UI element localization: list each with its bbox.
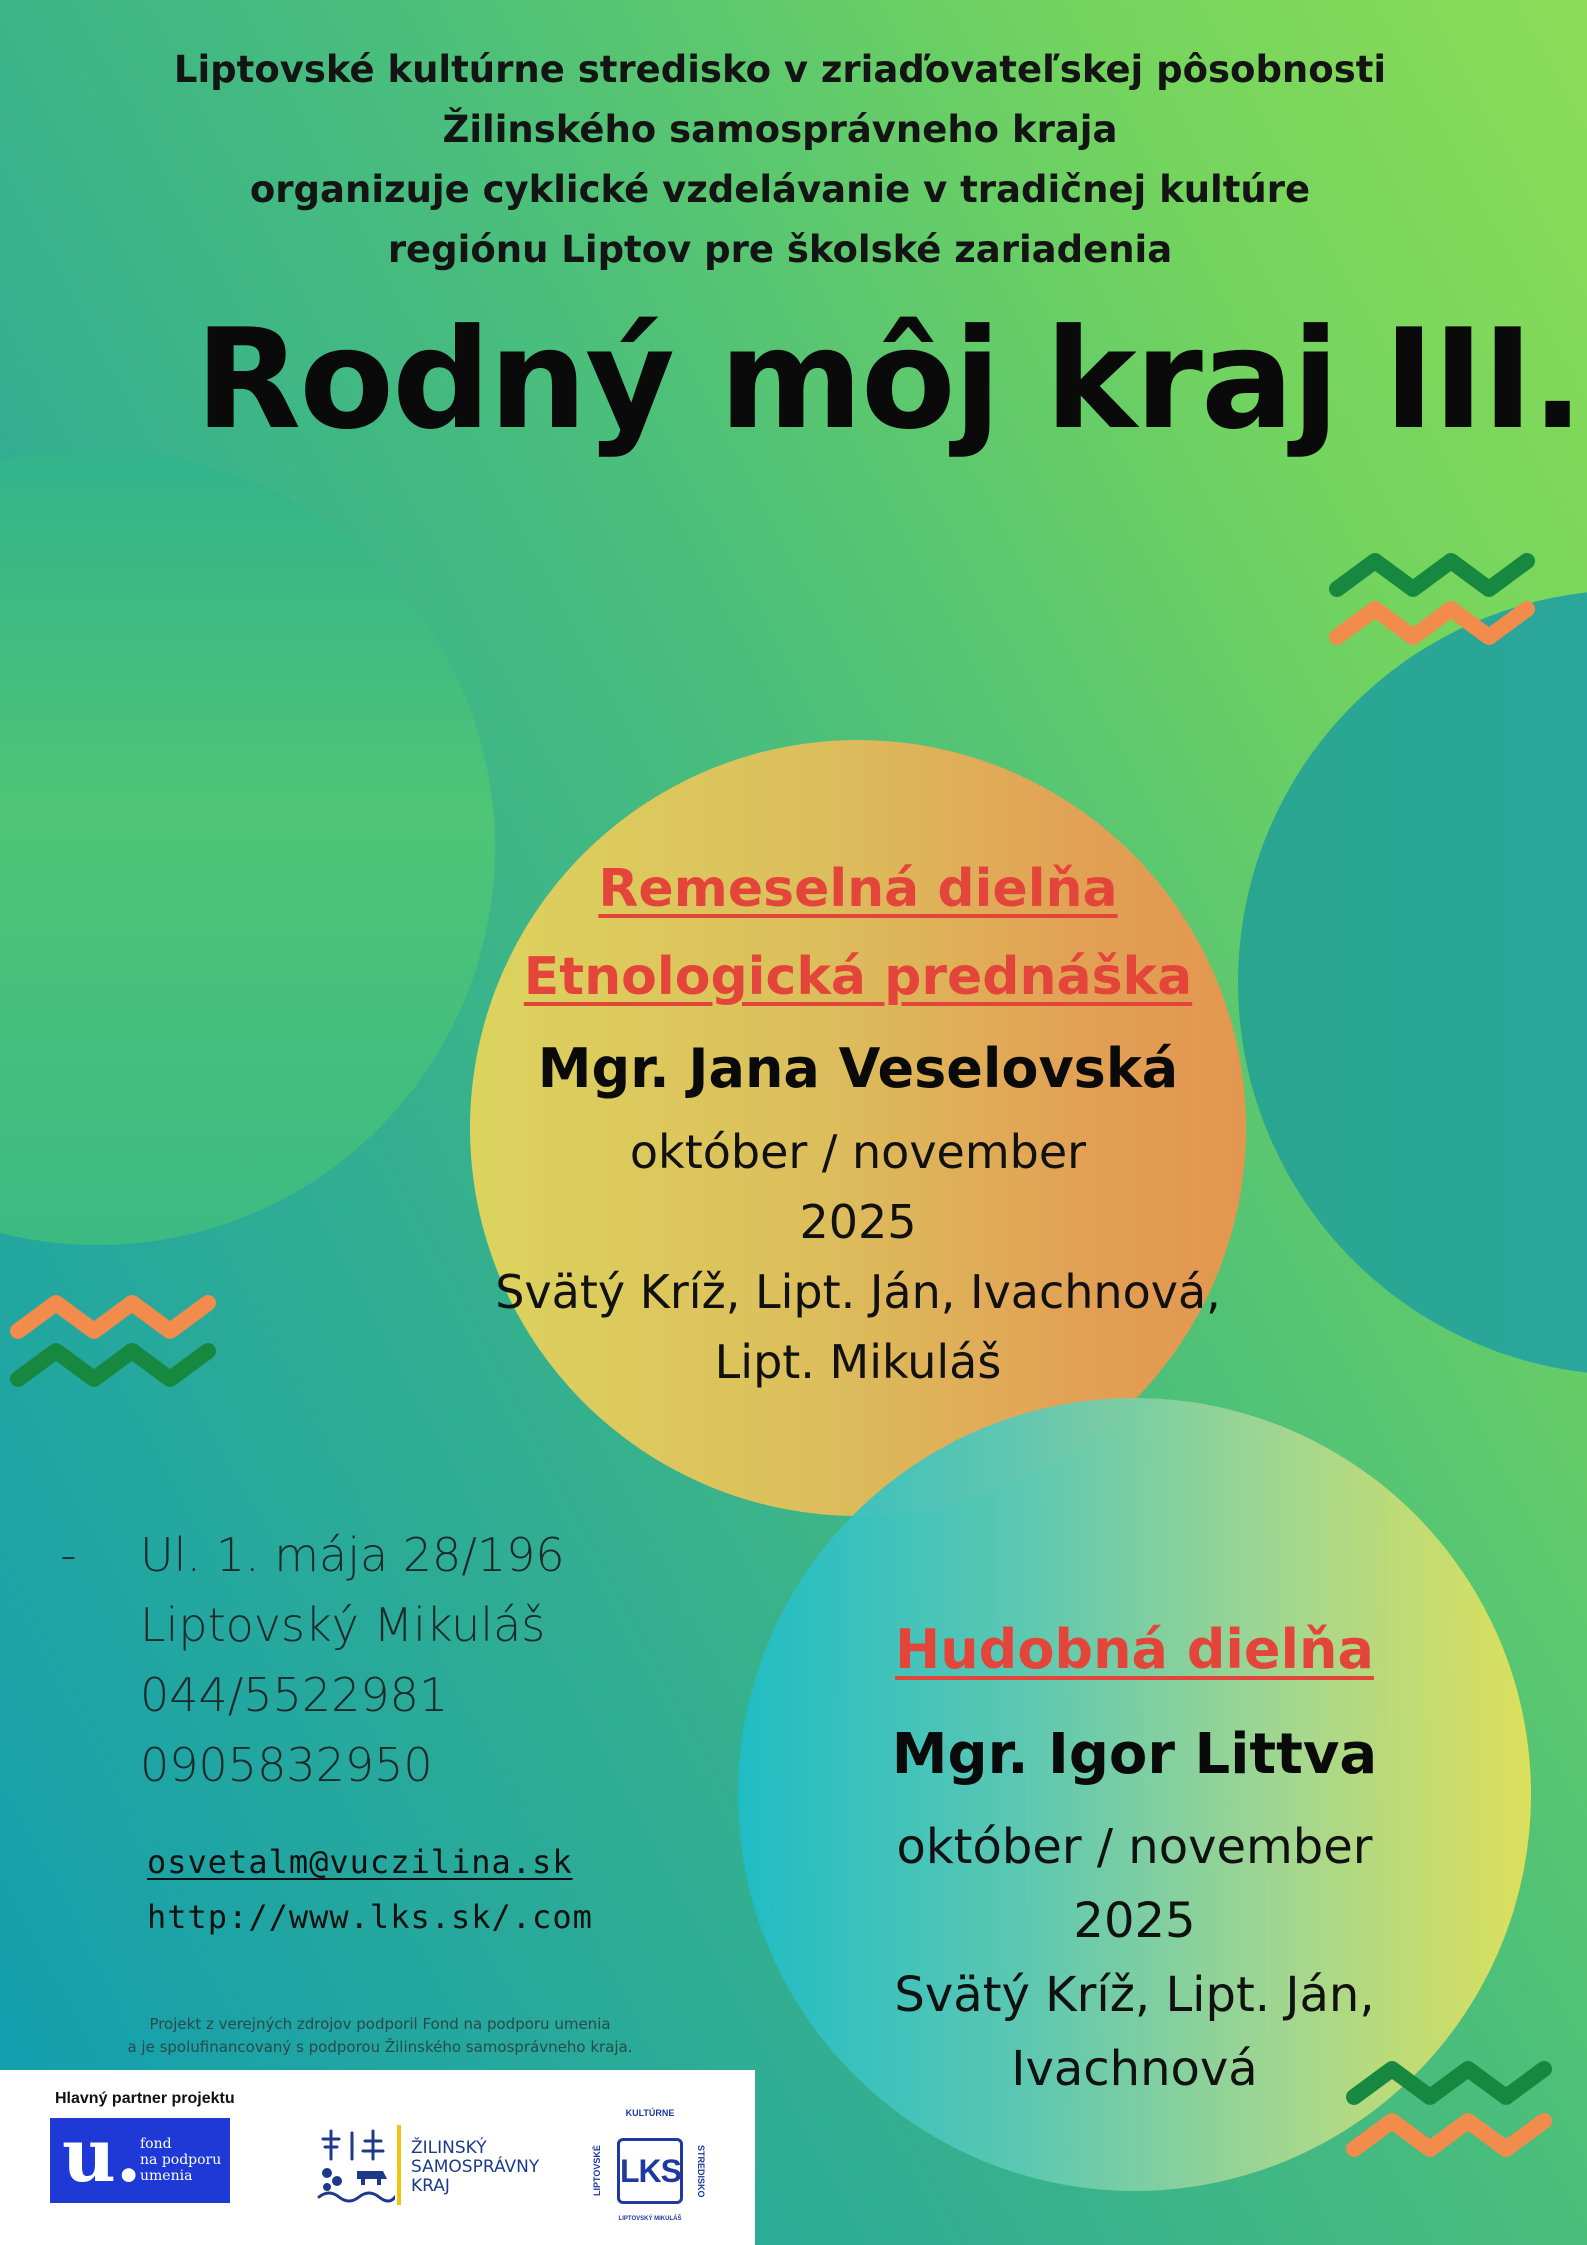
year: 2025 bbox=[799, 1195, 917, 1249]
funding-note-line: a je spolufinancovaný s podporou Žilinského samosprávneho kraja. bbox=[127, 2038, 633, 2056]
fpu-logo-line: na podporu bbox=[140, 2152, 222, 2168]
header-text bbox=[40, 40, 1520, 280]
header-line: Liptovské kultúrne stredisko v zriaďovateľskej pôsobnosti bbox=[173, 48, 1387, 91]
phone: 044/5522981 bbox=[140, 1668, 449, 1722]
workshop-music-link[interactable]: Hudobná dielňa bbox=[895, 1618, 1374, 1681]
street: Ul. 1. mája 28/196 bbox=[140, 1528, 565, 1582]
fpu-logo-text bbox=[140, 2136, 221, 2184]
zsk-logo-text bbox=[411, 2139, 539, 2196]
workshop-music bbox=[738, 1600, 1531, 2106]
decorative-circle-right bbox=[1238, 590, 1587, 1375]
fpu-logo-mark: u. bbox=[62, 2113, 142, 2199]
city: Liptovský Mikuláš bbox=[140, 1598, 546, 1652]
lks-logo-bottom: LIPTOVSKÝ MIKULÁŠ bbox=[618, 2216, 682, 2222]
zigzag-icon bbox=[0, 1285, 230, 1405]
list-dash: - bbox=[60, 1528, 77, 1582]
fpu-logo-line: umenia bbox=[140, 2168, 193, 2184]
decorative-circle-left bbox=[0, 450, 495, 1245]
fpu-logo bbox=[50, 2113, 230, 2203]
workshop-details bbox=[738, 1810, 1531, 2106]
partners-bar bbox=[0, 2070, 755, 2245]
lecture-ethnology-link[interactable]: Etnologická prednáška bbox=[523, 947, 1193, 1007]
lks-logo-right: STREDISKO bbox=[696, 2144, 706, 2198]
zsk-logo-line: SAMOSPRÁVNY bbox=[411, 2157, 540, 2177]
funding-note bbox=[80, 2013, 680, 2059]
fpu-logo-line: fond bbox=[140, 2136, 172, 2152]
lks-logo-left: LIPTOVSKÉ bbox=[592, 2145, 602, 2197]
header-line: regiónu Liptov pre školské zariadenia bbox=[387, 228, 1173, 271]
workshop-craft bbox=[470, 845, 1246, 1397]
header-line: organizuje cyklické vzdelávanie v tradičnej kultúre bbox=[249, 168, 1311, 211]
zsk-logo-bar bbox=[397, 2125, 401, 2205]
period: október / november bbox=[896, 1819, 1373, 1875]
places: Lipt. Mikuláš bbox=[714, 1335, 1002, 1389]
zigzag-icon bbox=[1325, 535, 1545, 655]
website-link[interactable]: http://www.lks.sk/.com bbox=[147, 1898, 593, 1936]
lecturer-name: Mgr. Jana Veselovská bbox=[537, 1037, 1179, 1100]
funding-note-line: Projekt z verejných zdrojov podporil Fond na podporu umenia bbox=[149, 2015, 611, 2033]
contacts bbox=[147, 1835, 593, 1945]
lks-logo-top: KULTÚRNE bbox=[625, 2108, 675, 2118]
lks-logo-mark: LKS bbox=[617, 2138, 683, 2204]
phone: 0905832950 bbox=[140, 1738, 433, 1792]
email-link[interactable]: osvetalm@vuczilina.sk bbox=[147, 1843, 573, 1881]
year: 2025 bbox=[1073, 1893, 1196, 1949]
places: Svätý Kríž, Lipt. Ján, Ivachnová, bbox=[495, 1265, 1221, 1319]
zsk-logo-line: KRAJ bbox=[411, 2176, 450, 2196]
address-block bbox=[60, 1520, 565, 1800]
header-line: Žilinského samosprávneho kraja bbox=[442, 108, 1118, 151]
zsk-logo-line: ŽILINSKÝ bbox=[411, 2138, 487, 2158]
period: október / november bbox=[629, 1125, 1087, 1179]
lecturer-name: Mgr. Igor Littva bbox=[891, 1722, 1378, 1787]
workshop-craft-link[interactable]: Remeselná dielňa bbox=[598, 859, 1118, 919]
page-title: Rodný môj kraj III. bbox=[195, 299, 1582, 460]
zsk-emblem-icon bbox=[315, 2125, 395, 2205]
partners-label: Hlavný partner projektu bbox=[55, 2090, 235, 2107]
places: Svätý Kríž, Lipt. Ján, bbox=[894, 1967, 1375, 2023]
places: Ivachnová bbox=[1011, 2041, 1258, 2097]
workshop-details bbox=[470, 1117, 1246, 1397]
lks-logo bbox=[592, 2108, 706, 2230]
